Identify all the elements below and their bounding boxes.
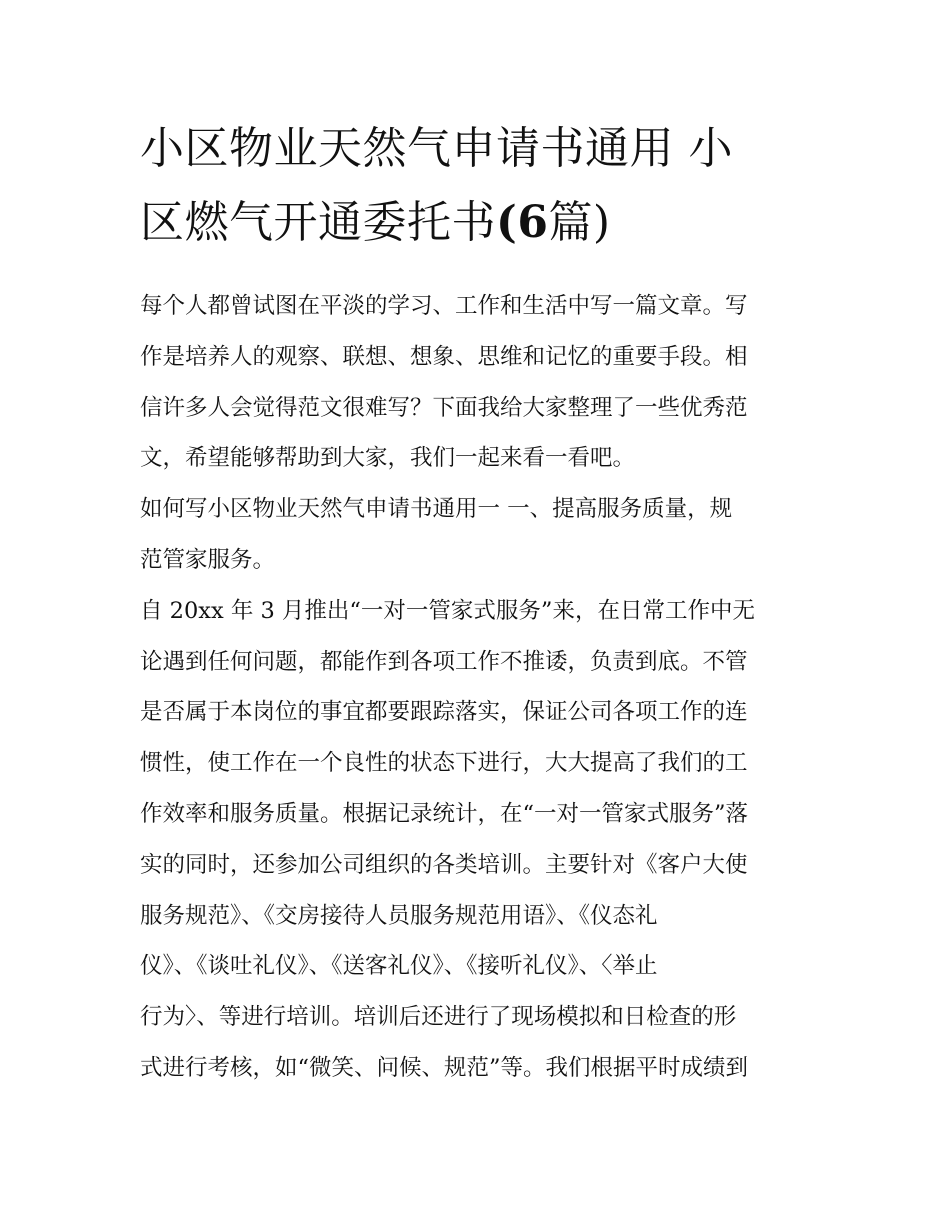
title-count: (6 <box>496 197 549 248</box>
text-line: 自 20xx 年 3 月推出“一对一管家式服务”来，在日常工作中无 <box>140 597 755 624</box>
text-line: 论遇到任何问题，都能作到各项工作不推诿，负责到底。不管 <box>140 648 748 675</box>
text-line: 每个人都曾试图在平淡的学习、工作和生活中写一篇文章。写 <box>140 293 748 319</box>
title-line <box>140 186 820 260</box>
text-line: 作是培养人的观察、联想、想象、思维和记忆的重要手段。相 <box>140 343 748 370</box>
text-line: 实的同时，还参加公司组织的各类培训。主要针对《客户大使 <box>140 851 748 878</box>
text-line: 惯性，使工作在一个良性的状态下进行，大大提高了我们的工 <box>140 750 748 777</box>
text-line: 行为〉、等进行培训。培训后还进行了现场模拟和日检查的形 <box>140 1004 737 1031</box>
text-line: 范管家服务。 <box>140 546 276 573</box>
title-line: 小区物业天然气申请书通用 小 <box>140 123 733 174</box>
text-line: 作效率和服务质量。根据记录统计，在“一对一管家式服务”落 <box>140 800 749 827</box>
document-body <box>140 281 820 1094</box>
text-line: 是否属于本岗位的事宜都要跟踪落实，保证公司各项工作的连 <box>140 699 748 726</box>
text-line: 如何写小区物业天然气申请书通用一 一、提高服务质量，规 <box>140 496 733 523</box>
text-line: 服务规范》、《交房接待人员服务规范用语》、《仪态礼 <box>140 902 658 929</box>
text-line: 式进行考核，如“微笑、问候、规范”等。我们根据平时成绩到 <box>140 1054 749 1081</box>
document-title <box>140 112 820 260</box>
title-suffix: 篇) <box>548 197 611 248</box>
text-line: 仪》、《谈吐礼仪》、《送客礼仪》、《接听礼仪》、〈举止 <box>140 953 658 980</box>
text-line: 信许多人会觉得范文很难写？下面我给大家整理了一些优秀范 <box>140 394 748 421</box>
text-line: 文，希望能够帮助到大家，我们一起来看一看吧。 <box>140 445 636 472</box>
title-text: 区燃气开通委托书 <box>140 197 496 248</box>
